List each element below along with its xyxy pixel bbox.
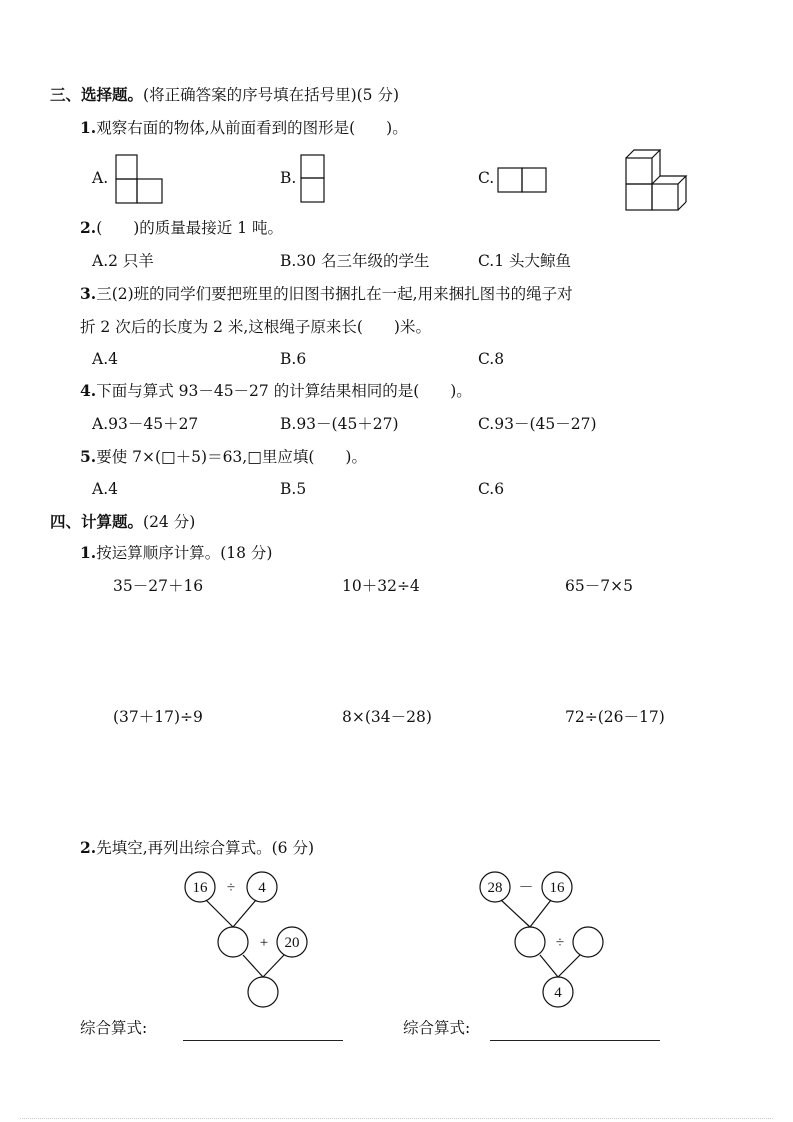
option-a: A.4 (92, 480, 118, 498)
option-a: A.2 只羊 (92, 252, 154, 270)
question-number: 2. (80, 218, 97, 237)
expression: 35－27＋16 (113, 577, 204, 595)
option-b: B. (280, 169, 297, 187)
tree-value: 4 (554, 985, 562, 1001)
combined-formula-label: 综合算式: (80, 1019, 148, 1037)
expression: 10＋32÷4 (342, 577, 420, 595)
option-b: B.30 名三年级的学生 (280, 252, 430, 270)
question-2 (80, 218, 283, 238)
section-note: (24 分) (143, 513, 196, 531)
question-3 (80, 284, 573, 304)
question-number: 4. (80, 381, 97, 400)
question-text: 按运算顺序计算。(18 分) (96, 544, 273, 562)
expression: (37＋17)÷9 (113, 708, 203, 726)
tree-value: 20 (284, 935, 300, 951)
option-c: C.8 (478, 350, 505, 368)
calc-question-2 (80, 838, 314, 858)
calc-question-1 (80, 543, 272, 563)
option-a: A.93－45＋27 (92, 415, 199, 433)
question-text: 要使 7×(□＋5)＝63,□里应填( )。 (96, 448, 367, 466)
question-text: ( )的质量最接近 1 吨。 (96, 219, 283, 237)
option-a: A.4 (92, 350, 118, 368)
question-number: 1. (80, 543, 97, 562)
expression: 65－7×5 (565, 577, 633, 595)
tree-value: 4 (258, 880, 266, 896)
tree-operator: － (518, 880, 534, 896)
answer-line[interactable] (490, 1040, 660, 1041)
question-text: 先填空,再列出综合算式。(6 分) (96, 839, 314, 857)
option-c: C. (478, 169, 495, 187)
page-bottom-divider (20, 1118, 773, 1119)
option-c: C.93－(45－27) (478, 415, 597, 433)
question-number: 3. (80, 284, 97, 303)
answer-line[interactable] (183, 1040, 343, 1041)
option-a-shape (116, 155, 162, 203)
section-title: 四、计算题。 (50, 512, 144, 531)
section4-heading (50, 512, 195, 532)
question-number: 5. (80, 447, 97, 466)
question-text: 下面与算式 93－45－27 的计算结果相同的是( )。 (96, 382, 472, 400)
option-c-shape (498, 168, 546, 192)
blank-circle (573, 927, 603, 957)
option-b-shape (301, 155, 324, 202)
3d-cube-object (626, 150, 686, 210)
combined-formula-label: 综合算式: (403, 1019, 471, 1037)
tree-value: 16 (549, 880, 565, 896)
question-number: 1. (80, 118, 97, 137)
option-b: B.5 (280, 480, 307, 498)
question-text: 观察右面的物体,从前面看到的图形是( )。 (96, 119, 408, 137)
section-note: (将正确答案的序号填在括号里)(5 分) (143, 86, 399, 104)
question-3-continued: 折 2 次后的长度为 2 米,这根绳子原来长( )米。 (80, 318, 431, 336)
question-number: 2. (80, 838, 97, 857)
section-title: 三、选择题。 (50, 85, 144, 104)
tree-operator: + (259, 935, 269, 951)
tree-value: 16 (192, 880, 208, 896)
question-text: 三(2)班的同学们要把班里的旧图书捆扎在一起,用来捆扎图书的绳子对 (96, 285, 573, 303)
option-b: B.93－(45＋27) (280, 415, 399, 433)
expression: 72÷(26－17) (565, 708, 665, 726)
expression: 8×(34－28) (342, 708, 432, 726)
blank-circle (515, 927, 545, 957)
question-5 (80, 447, 367, 467)
option-c: C.6 (478, 480, 505, 498)
tree-value: 28 (487, 880, 503, 896)
question-4 (80, 381, 472, 401)
tree-operator: ÷ (555, 935, 565, 951)
tree-operator: ÷ (226, 880, 236, 896)
option-c: C.1 头大鲸鱼 (478, 252, 572, 270)
option-a: A. (92, 169, 109, 187)
option-b: B.6 (280, 350, 307, 368)
